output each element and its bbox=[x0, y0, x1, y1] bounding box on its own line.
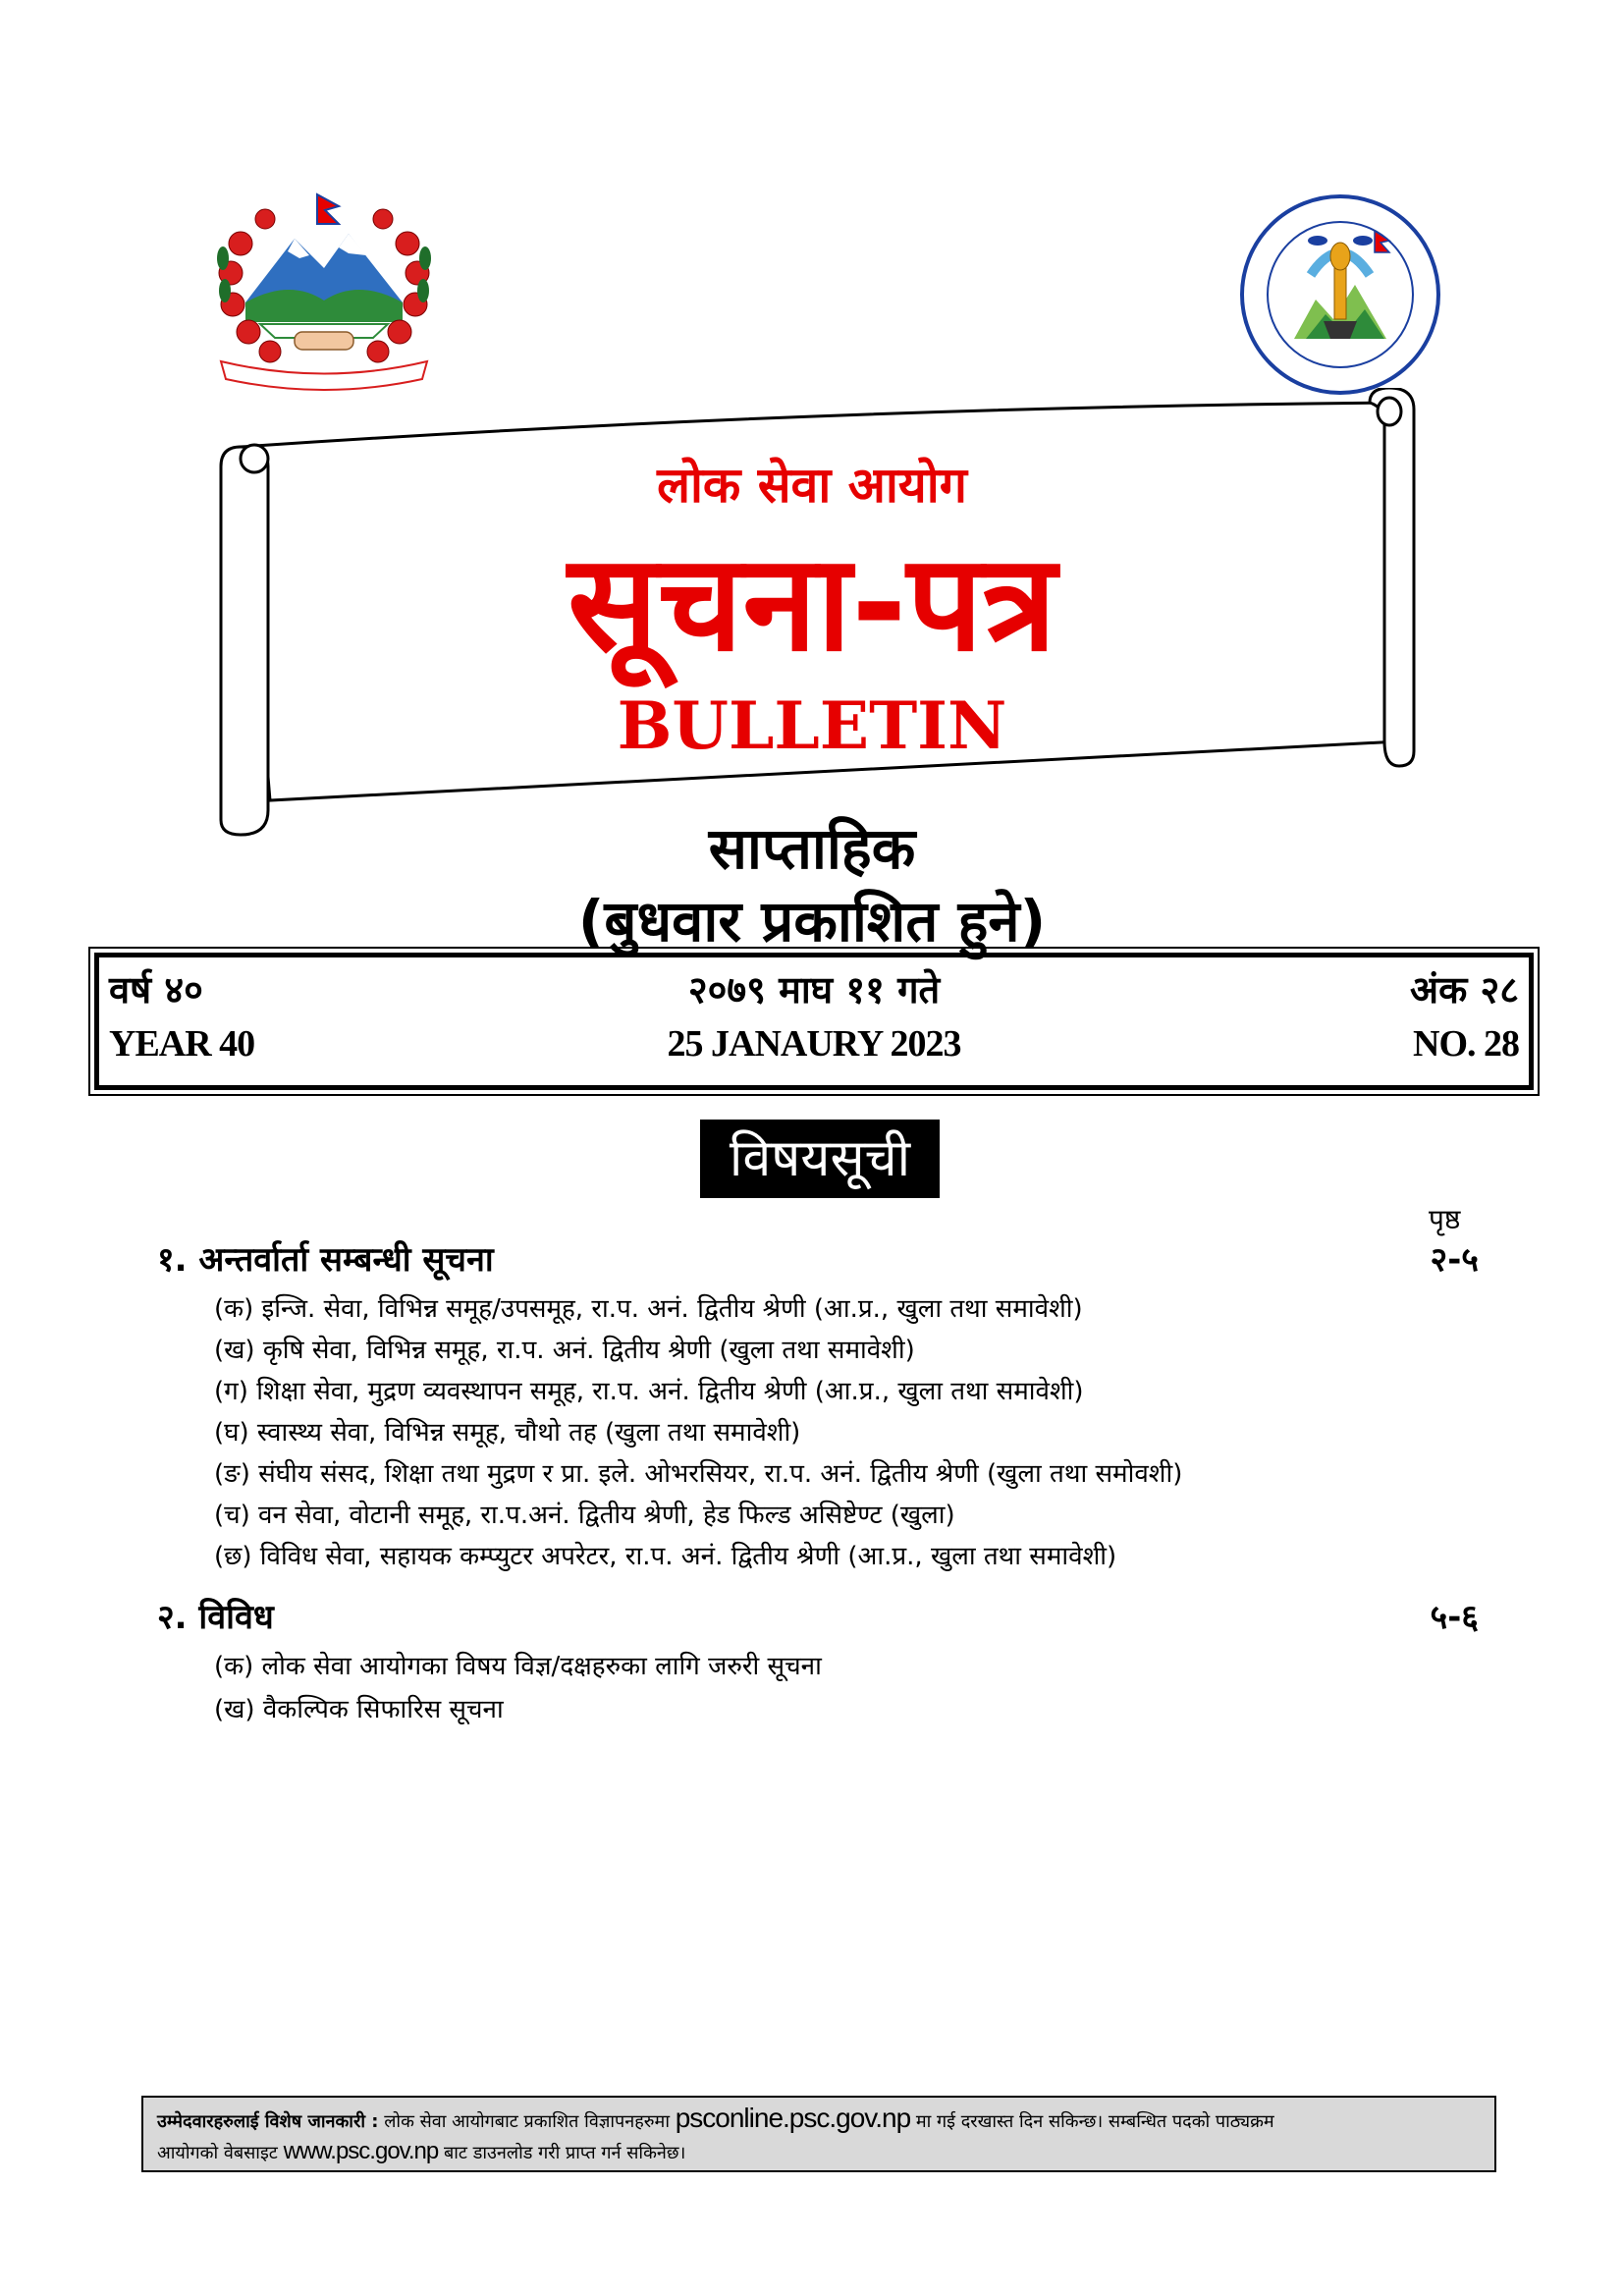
section-heading-misc: २. विविध bbox=[157, 1598, 274, 1637]
bulletin-title-nepali: सूचना-पत्र bbox=[568, 526, 1056, 682]
year-english: YEAR 40 bbox=[109, 1023, 255, 1065]
footer-text: लोक सेवा आयोगबाट प्रकाशित विज्ञापनहरुमा bbox=[384, 2111, 670, 2132]
nepal-emblem-icon bbox=[201, 185, 447, 391]
list-item: (क) इन्जि. सेवा, विभिन्न समूह/उपसमूह, रा.प. अनं. द्वितीय श्रेणी (आ.प्र., खुला तथा समावेशी) bbox=[214, 1294, 1083, 1324]
psc-logo-icon bbox=[1237, 191, 1443, 398]
list-item: (च) वन सेवा, वोटानी समूह, रा.प.अनं. द्वितीय श्रेणी, हेड फिल्ड असिष्टेण्ट (खुला) bbox=[214, 1501, 955, 1530]
list-item: (ग) शिक्षा सेवा, मुद्रण व्यवस्थापन समूह, रा.प. अनं. द्वितीय श्रेणी (आ.प्र., खुला तथा समावेशी) bbox=[214, 1377, 1084, 1406]
footer-text: मा गई दरखास्त दिन सकिन्छ। सम्बन्धित पदको पाठ्यक्रम bbox=[915, 2111, 1274, 2132]
list-item: (घ) स्वास्थ्य सेवा, विभिन्न समूह, चौथो तह (खुला तथा समावेशी) bbox=[214, 1418, 801, 1448]
bulletin-title-english: BULLETIN bbox=[617, 687, 1007, 764]
contents-title: विषयसूची bbox=[700, 1120, 940, 1198]
section-pages-interview: २-५ bbox=[1430, 1240, 1479, 1280]
date-english: 25 JANAURY 2023 bbox=[667, 1023, 961, 1065]
issue-info-box bbox=[94, 953, 1534, 1090]
year-nepali: वर्ष ४० bbox=[109, 968, 203, 1011]
issue-english: NO. 28 bbox=[1413, 1023, 1519, 1065]
page-column-label: पृष्ठ bbox=[1429, 1203, 1461, 1235]
list-item: (छ) विविध सेवा, सहायक कम्प्युटर अपरेटर, रा.प. अनं. द्वितीय श्रेणी (आ.प्र., खुला तथा समावेशी) bbox=[214, 1542, 1117, 1571]
psconline-link[interactable]: psconline.psc.gov.np bbox=[675, 2103, 911, 2133]
list-item: (क) लोक सेवा आयोगका विषय विज्ञ/दक्षहरुका लागि जरुरी सूचना bbox=[214, 1652, 822, 1681]
section-heading-interview: १. अन्तर्वार्ता सम्बन्धी सूचना bbox=[157, 1240, 494, 1280]
list-item: (ख) वैकल्पिक सिफारिस सूचना bbox=[214, 1695, 504, 1724]
date-nepali: २०७९ माघ ११ गते bbox=[687, 968, 941, 1011]
footer-text: बाट डाउनलोड गरी प्राप्त गर्न सकिनेछ। bbox=[443, 2143, 686, 2163]
issue-nepali: अंक २८ bbox=[1410, 968, 1519, 1011]
publication-day: (बुधवार प्रकाशित हुने) bbox=[577, 888, 1047, 955]
list-item: (ख) कृषि सेवा, विभिन्न समूह, रा.प. अनं. द्वितीय श्रेणी (खुला तथा समावेशी) bbox=[214, 1336, 915, 1365]
footer-text: आयोगको वेबसाइट bbox=[157, 2143, 278, 2163]
psc-website-link[interactable]: www.psc.gov.np bbox=[283, 2138, 439, 2164]
section-pages-misc: ५-६ bbox=[1430, 1598, 1479, 1637]
list-item: (ङ) संघीय संसद, शिक्षा तथा मुद्रण र प्रा. इले. ओभरसियर, रा.प. अनं. द्वितीय श्रेणी (खुला तथा समोवशी) bbox=[214, 1459, 1183, 1489]
org-name: लोक सेवा आयोग bbox=[657, 457, 967, 514]
footer-notice bbox=[141, 2096, 1496, 2172]
weekly-label: साप्ताहिक bbox=[708, 815, 916, 882]
footer-label: उम्मेदवारहरुलाई विशेष जानकारी : bbox=[157, 2111, 379, 2132]
